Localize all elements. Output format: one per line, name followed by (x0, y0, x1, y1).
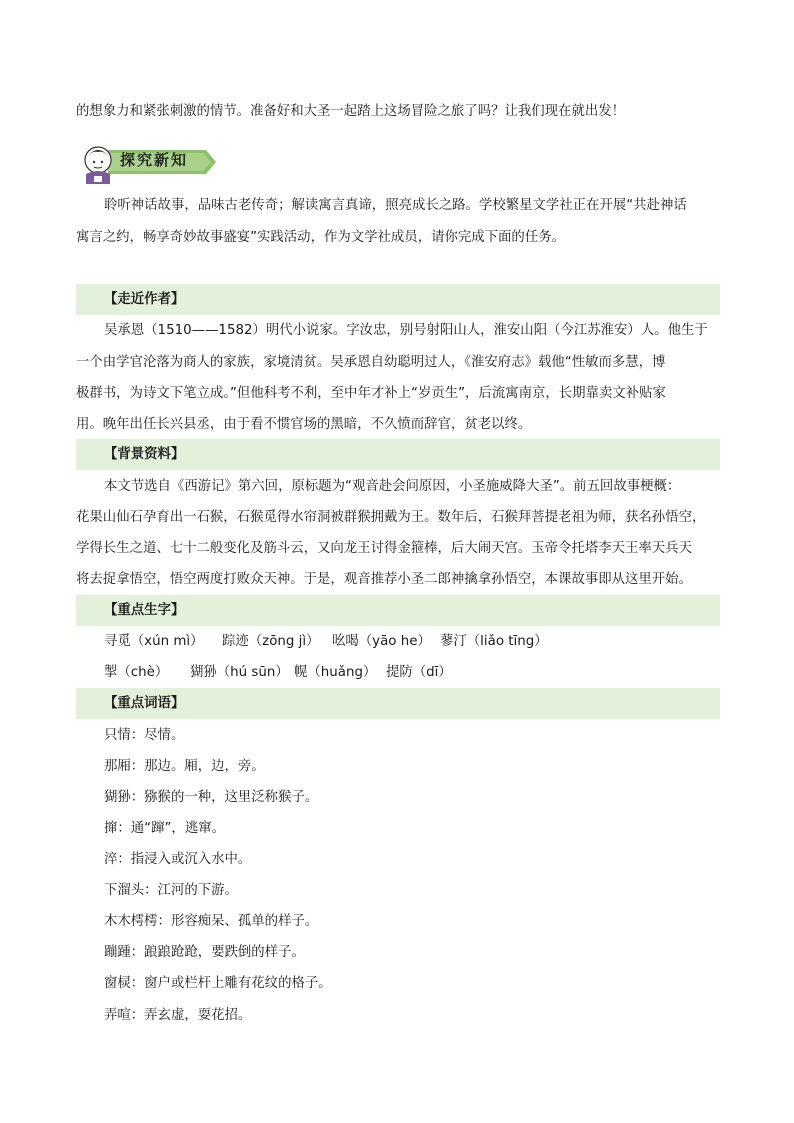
author-line-3: 极群书，为诗文下笔立成。”但他科考不利，至中年才补上“岁贡生”，后流寓南京，长期靠卖文补贴家 (76, 386, 666, 401)
background-line-3: 学得长生之道、七十二般变化及筋斗云，又向龙王讨得金箍棒，后大闹天宫。玉帝令托塔李天王率天兵天 (76, 541, 692, 556)
char-item: 吆喝（yāo he） (332, 634, 431, 649)
background-line-4: 将去捉拿悟空，悟空两度打败众天神。于是，观音推荐小圣二郎神擒拿孙悟空，本课故事即从这里开始。 (76, 572, 692, 587)
author-heading: 【走近作者】 (104, 292, 185, 307)
word-item: 猢狲：猕猴的一种，这里泛称猴子。 (104, 790, 319, 805)
task-intro-line-2: 寓言之约，畅享奇妙故事盛宴”实践活动，作为文学社成员，请你完成下面的任务。 (76, 230, 565, 245)
words-heading: 【重点词语】 (104, 696, 185, 711)
char-item: 猢狲（hú sūn） (190, 665, 289, 680)
word-item: 撺：通“蹿”，逃窜。 (104, 821, 225, 836)
char-item: 掣（chè） (104, 665, 169, 680)
task-intro-line-1: 聆听神话故事，品味古老传奇；解读寓言真谛，照亮成长之路。学校繁星文学社正在开展“共赴神话 (104, 198, 687, 213)
author-line-1: 吴承恩（1510——1582）明代小说家。字汝忠，别号射阳山人，淮安山阳（今江苏淮安）人。他生于 (104, 323, 708, 338)
intro-tail-text: 的想象力和紧张刺激的情节。准备好和大圣一起踏上这场冒险之旅了吗？让我们现在就出发！ (76, 104, 626, 119)
word-item: 木木樗樗：形容痴呆、孤单的样子。 (104, 914, 319, 929)
word-item: 下溜头：江河的下游。 (104, 883, 238, 898)
background-line-2: 花果山仙石孕育出一石猴，石猴觅得水帘洞被群猴拥戴为王。数年后，石猴拜菩提老祖为师，获名孙悟空， (76, 510, 706, 525)
char-item: 蓼汀（liǎo tīng） (440, 634, 548, 649)
author-line-2: 一个由学官沦落为商人的家族，家境清贫。吴承恩自幼聪明过人，《淮安府志》载他“性敏而多慧，博 (76, 355, 666, 370)
char-item: 提防（dī） (386, 665, 452, 680)
char-item: 踪迹（zōng jì） (222, 634, 320, 649)
author-line-4: 用。晚年出任长兴县丞，由于看不惯官场的黑暗，不久愤而辞官，贫老以终。 (76, 417, 532, 432)
banner-title: 探究新知 (120, 151, 189, 169)
background-heading: 【背景资料】 (104, 447, 185, 462)
characters-heading: 【重点生字】 (104, 603, 185, 618)
char-item: 幌（huǎng） (294, 665, 377, 680)
word-item: 那厢：那边。厢，边，旁。 (104, 759, 265, 774)
word-item: 窗棂：窗户或栏杆上雕有花纹的格子。 (104, 976, 332, 991)
background-line-1: 本文节选自《西游记》第六回，原标题为“观音赴会问原因，小圣施威降大圣”。前五回故事梗概： (104, 479, 681, 494)
word-item: 弄喧：弄玄虚，耍花招。 (104, 1008, 252, 1023)
word-item: 蹦踵：踉踉跄跄，要跌倒的样子。 (104, 945, 305, 960)
char-item: 寻觅（xún mì） (104, 634, 204, 649)
word-item: 淬：指浸入或沉入水中。 (104, 852, 252, 867)
word-item: 只情：尽情。 (104, 728, 185, 743)
